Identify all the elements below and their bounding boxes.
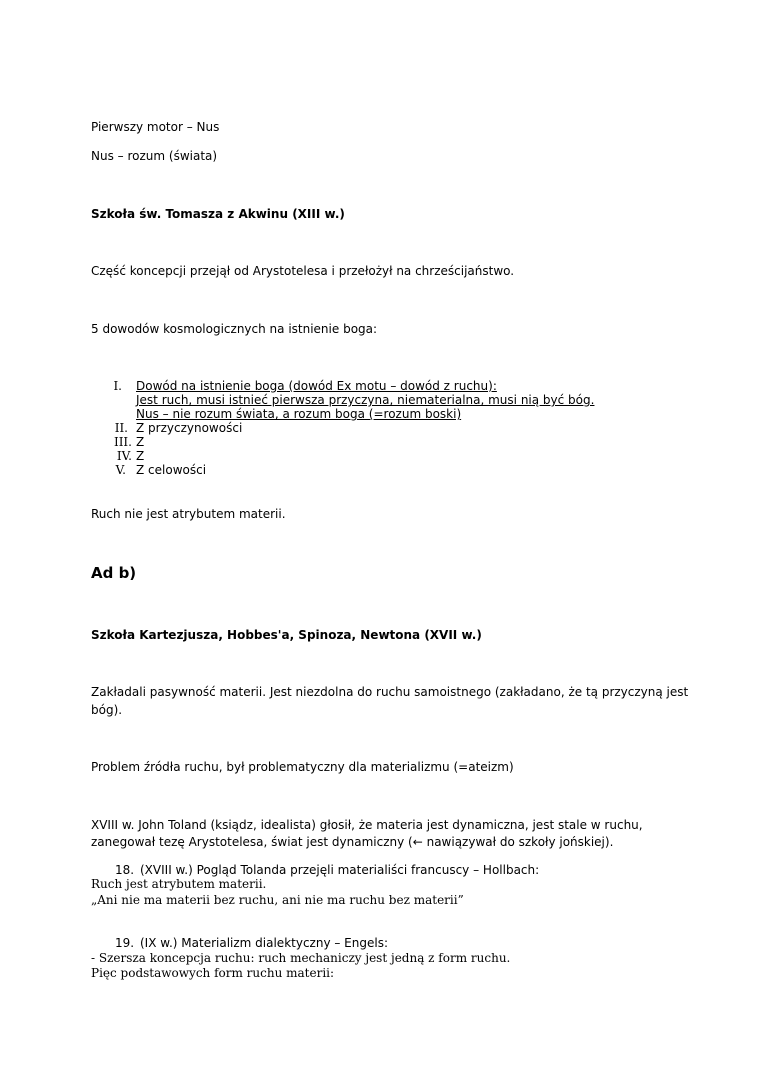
text-line: Część koncepcji przejął od Arystotelesa i przełożył na chrześcijaństwo. [91, 264, 515, 278]
text-line: Problem źródła ruchu, był problematyczny dla materializmu (=ateizm) [91, 760, 514, 774]
section-heading: Ad b) [91, 564, 137, 582]
text-line: Zakładali pasywność materii. Jest niezdolna do ruchu samoistnego (zakładano, że tą przyczyną jest [91, 685, 689, 699]
text-line: Pierwszy motor – Nus [91, 120, 220, 134]
text-line: Ruch nie jest atrybutem materii. [91, 507, 286, 521]
list-item-text: Z [136, 435, 145, 449]
list-item-text: Nus – nie rozum świata, a rozum boga (=rozum boski) [136, 407, 462, 421]
list-number: IV. [116, 449, 132, 463]
list-item-text: Dowód na istnienie boga (dowód Ex motu – dowód z ruchu): [136, 379, 497, 393]
text-line: Ruch jest atrybutem materii. [91, 877, 267, 891]
list-number: II. [114, 421, 128, 435]
text-line: bóg). [91, 703, 123, 717]
text-line: „Ani nie ma materii bez ruchu, ani nie ma ruchu bez materii” [91, 893, 464, 907]
list-item-text: (XVIII w.) Pogląd Tolanda przejęli materialiści francuscy – Hollbach: [140, 863, 540, 877]
list-item-text: Z celowości [136, 463, 207, 477]
section-heading: Szkoła Kartezjusza, Hobbes'a, Spinoza, Newtona (XVII w.) [91, 628, 482, 642]
list-number: 18. [115, 863, 135, 877]
text-line: Nus – rozum (świata) [91, 149, 218, 163]
list-number: 19. [115, 936, 135, 950]
text-line: Pięc podstawowych form ruchu materii: [91, 966, 335, 980]
section-heading: Szkoła św. Tomasza z Akwinu (XIII w.) [91, 207, 345, 221]
list-item-text: Z przyczynowości [136, 421, 243, 435]
text-line: 5 dowodów kosmologicznych na istnienie boga: [91, 322, 378, 336]
list-number: III. [113, 435, 132, 449]
list-item-text: (IX w.) Materializm dialektyczny – Engels: [140, 936, 388, 950]
text-line: - Szersza koncepcja ruchu: ruch mechaniczy jest jedną z form ruchu. [91, 951, 511, 965]
list-item-text: Jest ruch, musi istnieć pierwsza przyczyna, niematerialna, musi nią być bóg. [136, 393, 595, 407]
list-number: V. [115, 463, 126, 477]
list-number: I. [113, 379, 122, 393]
text-line: zanegował tezę Arystotelesa, świat jest dynamiczny (← nawiązywał do szkoły jońskiej). [91, 835, 614, 849]
text-line: XVIII w. John Toland (ksiądz, idealista) głosił, że materia jest dynamiczna, jest stale w ruchu, [91, 818, 643, 832]
list-item-text: Z [136, 449, 145, 463]
